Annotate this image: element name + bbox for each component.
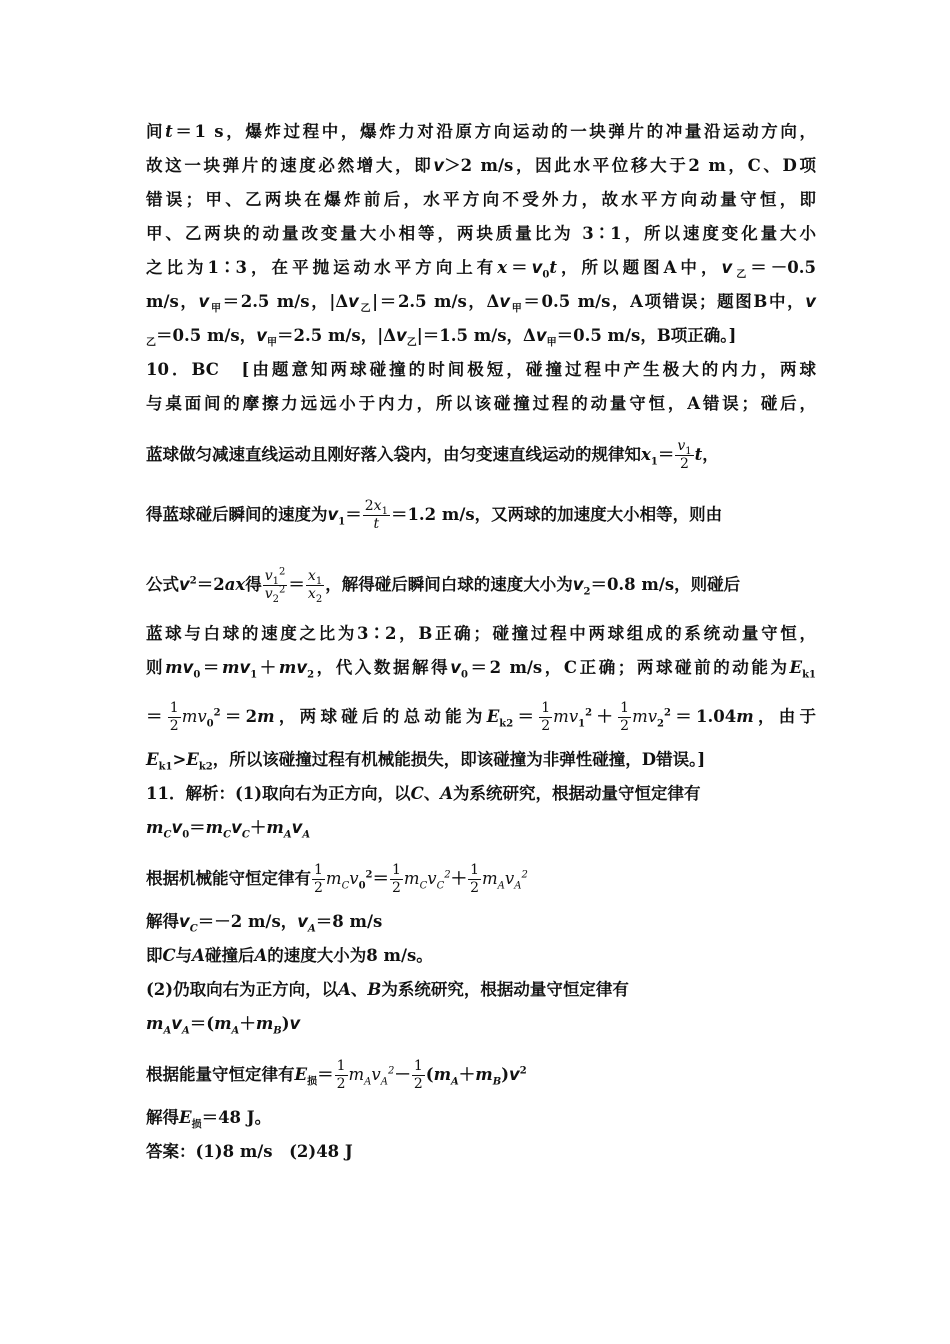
text-line: $m_Cv_0=m_Cv_C+m_Av_A$ (146, 818, 311, 841)
text-line: 与桌面间的摩擦力远远小于内力，所以该碰撞过程的动量守恒，A错误；碰后， (146, 394, 816, 413)
text-line: 根据能量守恒定律有$E_损=$ $\frac{1}{2}$ $m_Av_A^2-$ $\frac{1}{2}$ $(m_A+m_B)v^2$ (146, 1058, 527, 1092)
text-line: 即C与A碰撞后A的速度大小为8 m/s。 (146, 946, 433, 965)
text-line: $m_Av_A=(m_A+m_B)v$ (146, 1014, 301, 1037)
text-line: ＝ $\frac{1}{2}$ $mv_0^2=2m$，两球碰后的总动能为$E_{k2}=$ $\frac{1}{2}$ $mv_1^2+$ $\frac{1}{2}$ $mv_2^2=1.04m$，由于 (146, 700, 817, 734)
text-line: 10．BC [由题意知两球碰撞的时间极短，碰撞过程中产生极大的内力，两球 (146, 360, 816, 379)
text-line: 故这一块弹片的速度必然增大，即v＞2 m/s，因此水平位移大于2 m，C、D项 (146, 156, 817, 175)
text-line: 蓝球与白球的速度之比为3∶2，B正确；碰撞过程中两球组成的系统动量守恒， (146, 624, 816, 643)
text-line: 则$mv_0=mv_1+mv_2$，代入数据解得$v_0=2$ m/s，C正确；两球碰前的动能为$E_{k1}$ (146, 658, 817, 681)
text-line: $_乙$＝0.5 m/s，$v_甲=2.5$ m/s，$|\Delta v_乙|=1.5$ m/s，$\Delta v_甲=0.5$ m/s，B项正确。] (146, 326, 737, 349)
text-line: 之比为1∶3，在平抛运动水平方向上有$x=v_0t$，所以题图A中，$v_乙=-0.5$ (146, 258, 817, 281)
text-line: $E_{k1}>E_{k2}$，所以该碰撞过程有机械能损失，即该碰撞为非弹性碰撞，D错误。] (146, 750, 706, 773)
text-line: m/s，$v_甲=2.5$ m/s，$|\Delta v_乙|=2.5$ m/s，$\Delta v_甲=0.5$ m/s，A项错误；题图B中，v (146, 292, 817, 315)
text-line: 蓝球做匀减速直线运动且刚好落入袋内，由匀变速直线运动的规律知$x_1=$ $\frac{v_1}{2}$ t， (146, 438, 719, 472)
text-line: 解得$v_C=-2$ m/s，$v_A=8$ m/s (146, 912, 383, 935)
text-line: 错误；甲、乙两块在爆炸前后，水平方向不受外力，故水平方向动量守恒，即 (146, 190, 816, 209)
text-line: 解得$E_损=48$ J。 (146, 1108, 272, 1131)
text-line: 甲、乙两块的动量改变量大小相等，两块质量比为 3∶1，所以速度变化量大小 (146, 224, 816, 243)
text-line: (2)仍取向右为正方向，以A、B为系统研究，根据动量守恒定律有 (146, 980, 629, 999)
text-line: 间t＝1 s，爆炸过程中，爆炸力对沿原方向运动的一块弹片的冲量沿运动方向， (146, 122, 817, 141)
text-line: 11．解析：(1)取向右为正方向，以C、A为系统研究，根据动量守恒定律有 (146, 784, 701, 803)
text-line: 公式$v^2=2ax$得 $\frac{v_1^2}{v_2^2}$ ＝ $\frac{x_1}{x_2}$ ，解得碰后瞬间白球的速度大小为$v_2=0.8$ m/s，则碰后 (146, 566, 741, 605)
answer-line: 答案：(1)8 m/s (2)48 J (146, 1142, 353, 1161)
text-line: 根据机械能守恒定律有 $\frac{1}{2}$ $m_Cv_0^2=$ $\frac{1}{2}$ $m_Cv_C^2+$ $\frac{1}{2}$ $m_Av_A^2$ (146, 862, 528, 896)
text-line: 得蓝球碰后瞬间的速度为$v_1=$ $\frac{2x_1}{t}$ ＝1.2 m/s，又两球的加速度大小相等，则由 (146, 498, 723, 532)
